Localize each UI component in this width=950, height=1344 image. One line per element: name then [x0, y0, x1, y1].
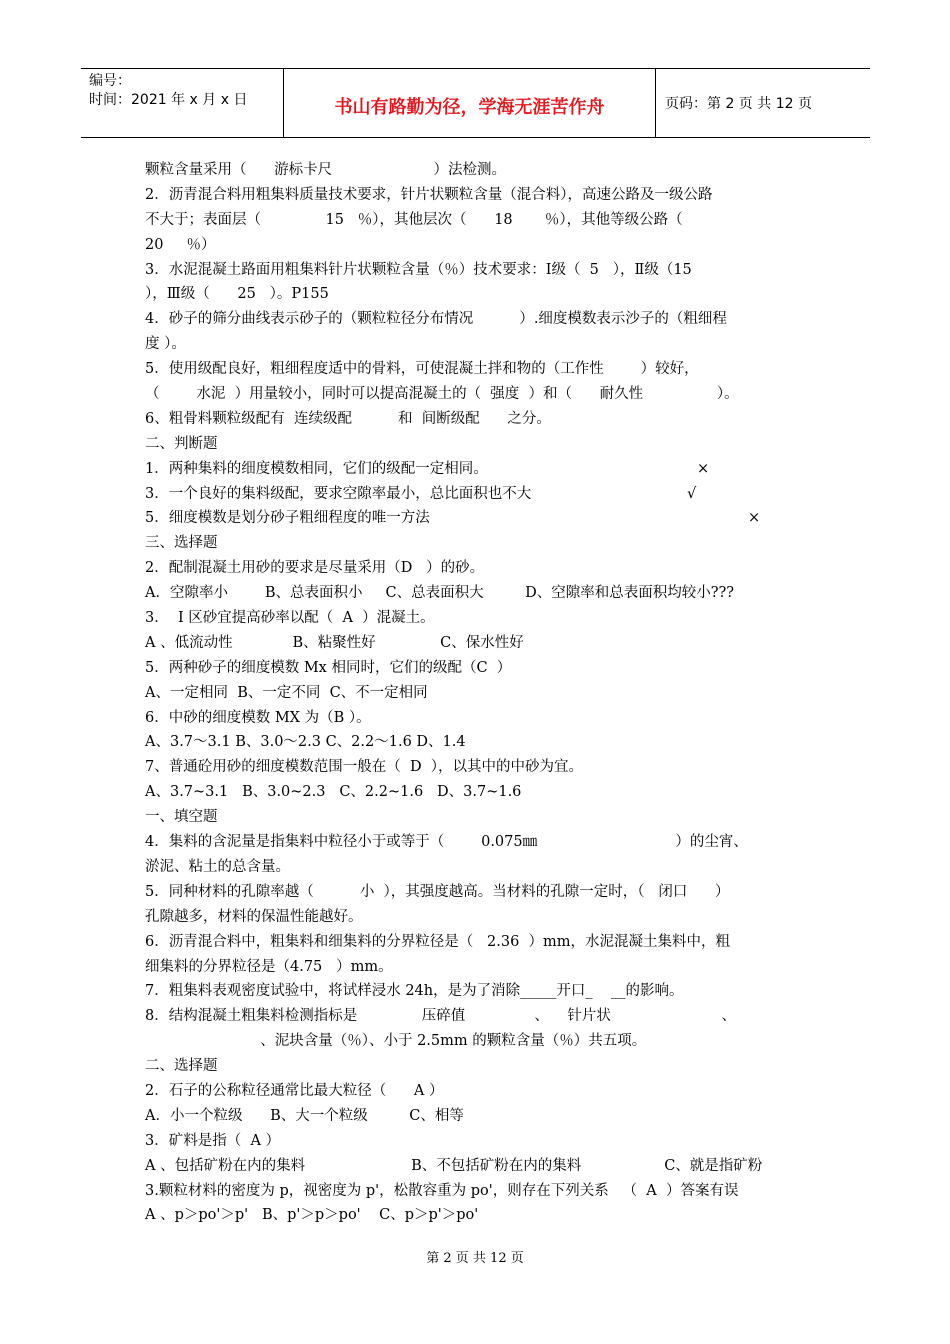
line-text: 颗粒含量采用（ 游标卡尺 ）法检测。: [145, 162, 507, 178]
line-text: 2．沥青混合料用粗集料质量技术要求，针片状颗粒含量（混合料），高速公路及一级公路: [145, 186, 713, 203]
text-line: [145, 1054, 813, 1079]
line-text: A 、p＞po'＞p' B、p'＞p＞po' C、p＞p'＞po': [145, 1207, 479, 1224]
number-label: 编号：: [89, 73, 131, 89]
line-text: 二、判断题: [145, 435, 218, 452]
text-line: [145, 606, 813, 631]
line-text: 4．砂子的筛分曲线表示砂子的（颗粒粒径分布情况 ）.细度模数表示沙子的（粗细程: [145, 311, 727, 328]
text-line: [145, 780, 813, 805]
text-line: [145, 357, 813, 382]
text-line: [145, 656, 813, 681]
document-body: [145, 158, 813, 1228]
text-line: [145, 1004, 813, 1029]
text-line: [145, 905, 813, 930]
text-line: [145, 730, 813, 755]
line-text: 孔隙越多，材料的保温性能越好。: [145, 908, 363, 925]
line-text: 6．中砂的细度模数 MX 为（B ）。: [145, 709, 371, 726]
text-line: [145, 805, 813, 830]
line-text: 4．集料的含泥量是指集料中粒径小于或等于（ 0.075㎜ ）的尘宵、: [145, 834, 748, 851]
text-line: [145, 955, 813, 980]
line-text: 3．一个良好的集料级配，要求空隙率最小，总比面积也不大: [145, 485, 532, 502]
line-text: 8．结构混凝土粗集料检测指标是 压碎值 、 针片状 、: [145, 1008, 736, 1025]
text-line: [145, 880, 813, 905]
text-line: [145, 855, 813, 880]
line-text: A、3.7～3.1 B、3.0～2.3 C、2.2～1.6 D、1.4: [145, 734, 466, 751]
answer-mark: √: [687, 485, 697, 502]
text-line: [145, 382, 813, 407]
line-text: （ 水泥 ）用量较小，同时可以提高混凝土的（ 强度 ）和（ 耐久性 ）。: [145, 386, 739, 403]
line-text: 5．同种材料的孔隙率越（ 小 ），其强度越高。当材料的孔隙一定时，（ 闭口 ）: [145, 883, 730, 900]
answer-mark: ×: [748, 510, 761, 527]
line-text: 度 ）。: [145, 336, 186, 353]
text-line: [145, 332, 813, 357]
line-text: 细集料的分界粒径是（4.75 ）mm。: [145, 958, 393, 975]
line-text: 一、填空题: [145, 809, 218, 826]
text-line: [145, 506, 813, 531]
line-text: A 、低流动性 B、粘聚性好 C、保水性好: [145, 634, 524, 651]
text-line: [145, 432, 813, 457]
text-line: [145, 979, 813, 1004]
line-text: 5．细度模数是划分砂子粗细程度的唯一方法: [145, 510, 430, 527]
text-line: [145, 307, 813, 332]
line-text: 6．沥青混合料中，粗集料和细集料的分界粒径是（ 2.36 ）mm，水泥混凝土集料中，粗: [145, 933, 731, 950]
text-line: [145, 407, 813, 432]
line-text: A、3.7~3.1 B、3.0~2.3 C、2.2~1.6 D、3.7~1.6: [145, 784, 522, 801]
line-text: 三、选择题: [145, 535, 218, 552]
text-line: [145, 208, 813, 233]
text-line: [145, 233, 813, 258]
header-motto: 书山有路勤为径，学海无涯苦作舟: [334, 97, 605, 118]
text-line: [145, 457, 813, 482]
line-text: 7．粗集料表观密度试验中，将试样浸水 24h，是为了消除_____开口_ __的影响。: [145, 983, 684, 1000]
header-divider: [655, 69, 656, 137]
text-line: [145, 1104, 813, 1129]
text-line: [145, 581, 813, 606]
line-text: 、泥块含量（％）、小于 2.5mm 的颗粒含量（％）共五项。: [145, 1033, 647, 1050]
line-text: A．空隙率小 B、总表面积小 C、总表面积大 D、空隙率和总表面积均较小???: [145, 585, 735, 602]
line-text: 3．水泥混凝土路面用粗集料针片状颗粒含量（％）技术要求：Ⅰ级（ 5 ），Ⅱ级（15: [145, 261, 692, 278]
line-text: 7、普通砼用砂的细度模数范围一般在（ D ），以其中的中砂为宜。: [145, 759, 584, 776]
text-line: [145, 830, 813, 855]
text-line: [145, 1079, 813, 1104]
line-text: 2．石子的公称粒径通常比最大粒径（ A ）: [145, 1082, 444, 1099]
text-line: [145, 681, 813, 706]
date-label: 时间：2021 年 x 月 x 日: [89, 92, 248, 108]
text-line: [145, 158, 813, 183]
line-text: A、一定相同 B、一定不同 C、不一定相同: [145, 684, 428, 701]
text-line: [145, 531, 813, 556]
line-text: 二、选择题: [145, 1058, 218, 1075]
line-text: 3．矿料是指（ A ）: [145, 1132, 281, 1149]
line-text: ），Ⅲ级（ 25 ）。P155: [145, 286, 329, 303]
line-text: 3.颗粒材料的密度为 p，视密度为 p'，松散容重为 po'，则存在下列关系 （ A ）答案有误: [145, 1182, 739, 1199]
line-text: 不大于；表面层（ 15 ％），其他层次（ 18 ％），其他等级公路（: [145, 211, 683, 228]
text-line: [145, 1179, 813, 1204]
text-line: [145, 556, 813, 581]
line-text: 20 ％）: [145, 236, 216, 253]
line-text: 3． I 区砂宜提高砂率以配（ A ）混凝土。: [145, 610, 435, 627]
text-line: [145, 282, 813, 307]
text-line: [145, 1129, 813, 1154]
line-text: 淤泥、粘土的总含量。: [145, 858, 290, 875]
line-text: 5．两种砂子的细度模数 Mx 相同时，它们的级配（C ）: [145, 659, 512, 676]
line-text: A 、包括矿粉在内的集料 B、不包括矿粉在内的集料 C、就是指矿粉: [145, 1157, 763, 1174]
text-line: [145, 482, 813, 507]
page-header: [81, 68, 870, 138]
text-line: [145, 183, 813, 208]
line-text: A．小一个粒级 B、大一个粒级 C、相等: [145, 1107, 464, 1124]
text-line: [145, 706, 813, 731]
text-line: [145, 1203, 813, 1228]
text-line: [145, 1154, 813, 1179]
text-line: [145, 258, 813, 283]
line-text: 1．两种集料的细度模数相同，它们的级配一定相同。: [145, 460, 488, 477]
text-line: [145, 1029, 813, 1054]
text-line: [145, 631, 813, 656]
text-line: [145, 930, 813, 955]
page-footer: 第 2 页 共 12 页: [426, 1251, 524, 1266]
line-text: 2．配制混凝土用砂的要求是尽量采用（D ）的砂。: [145, 560, 485, 577]
header-page-info: 页码：第 2 页 共 12 页: [665, 96, 812, 112]
text-line: [145, 755, 813, 780]
line-text: 6、粗骨料颗粒级配有 连续级配 和 间断级配 之分。: [145, 410, 551, 427]
answer-mark: ×: [697, 460, 710, 477]
header-meta: [89, 72, 247, 110]
line-text: 5．使用级配良好，粗细程度适中的骨料，可使混凝土拌和物的（工作性 ）较好，: [145, 361, 699, 378]
